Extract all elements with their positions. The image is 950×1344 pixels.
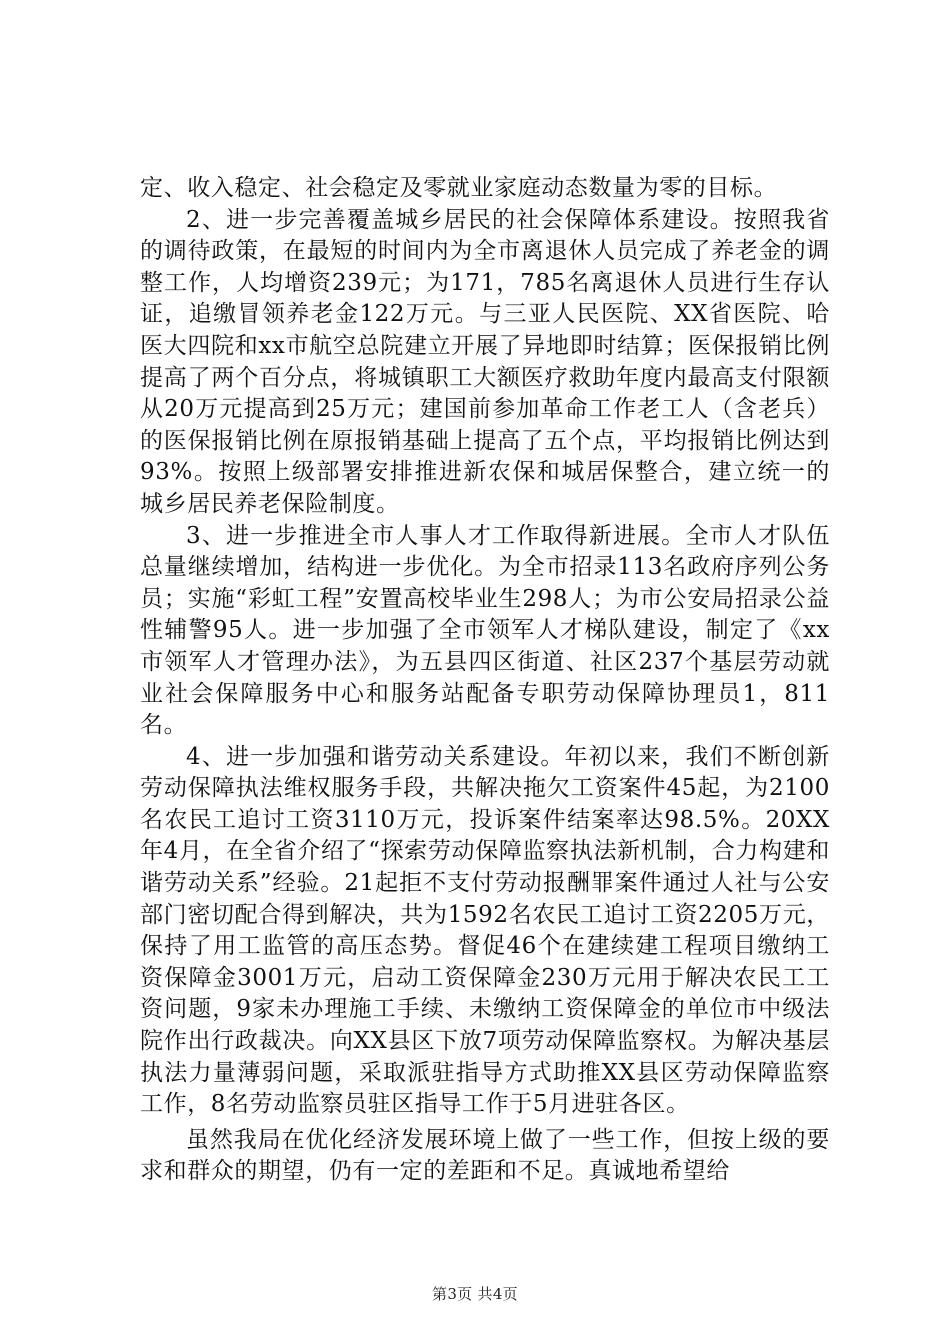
paragraph-item-2: 2、进一步完善覆盖城乡居民的社会保障体系建设。按照我省的调待政策，在最短的时间内为全市离退休人员完成了养老金的调整工作，人均增资239元；为171，785名离退休人员进行生存认证，追缴冒领养老金122万元。与三亚人民医院、XX省医院、哈医大四院和xx市航空总院建立开展了异地即时结算；医保报销比例提高了两个百分点，将城镇职工大额医疗救助年度内最高支付限额从20万元提高到25万元；建国前参加革命工作老工人（含老兵）的医保报销比例在原报销基础上提高了五个点，平均报销比例达到93%。按照上级部署安排推进新农保和城居保整合，建立统一的城乡居民养老保险制度。	[140, 206, 830, 517]
paragraph-item-3: 3、进一步推进全市人事人才工作取得新进展。全市人才队伍总量继续增加，结构进一步优化。为全市招录113名政府序列公务员；实施“彩虹工程”安置高校毕业生298人；为市公安局招录公益性辅警95人。进一步加强了全市领军人才梯队建设，制定了《xx市领军人才管理办法》，为五县四区街道、社区237个基层劳动就业社会保障服务中心和服务站配备专职劳动保障协理员1，811名。	[140, 522, 830, 739]
paragraph-closing: 虽然我局在优化经济发展环境上做了一些工作，但按上级的要求和群众的期望，仍有一定的差距和不足。真诚地希望给	[140, 1126, 830, 1185]
document-body	[140, 173, 830, 1188]
paragraph-continuation: 定、收入稳定、社会稳定及零就业家庭动态数量为零的目标。	[140, 175, 778, 201]
page-footer: 第3页 共4页	[432, 1285, 518, 1303]
paragraph-item-4: 4、进一步加强和谐劳动关系建设。年初以来，我们不断创新劳动保障执法维权服务手段，共解决拖欠工资案件45起，为2100名农民工追讨工资3110万元，投诉案件结案率达98.5%。20XX年4月，在全省介绍了“探索劳动保障监察执法新机制，合力构建和谐劳动关系”经验。21起拒不支付劳动报酬罪案件通过人社与公安部门密切配合得到解决，共为1592名农民工追讨工资2205万元，保持了用工监管的高压态势。督促46个在建续建工程项目缴纳工资保障金3001万元，启动工资保障金230万元用于解决农民工工资问题，9家未办理施工手续、未缴纳工资保障金的单位市中级法院作出行政裁决。向XX县区下放7项劳动保障监察权。为解决基层执法力量薄弱问题，采取派驻指导方式助推XX县区劳动保障监察工作，8名劳动监察员驻区指导工作于5月进驻各区。	[140, 743, 830, 1118]
